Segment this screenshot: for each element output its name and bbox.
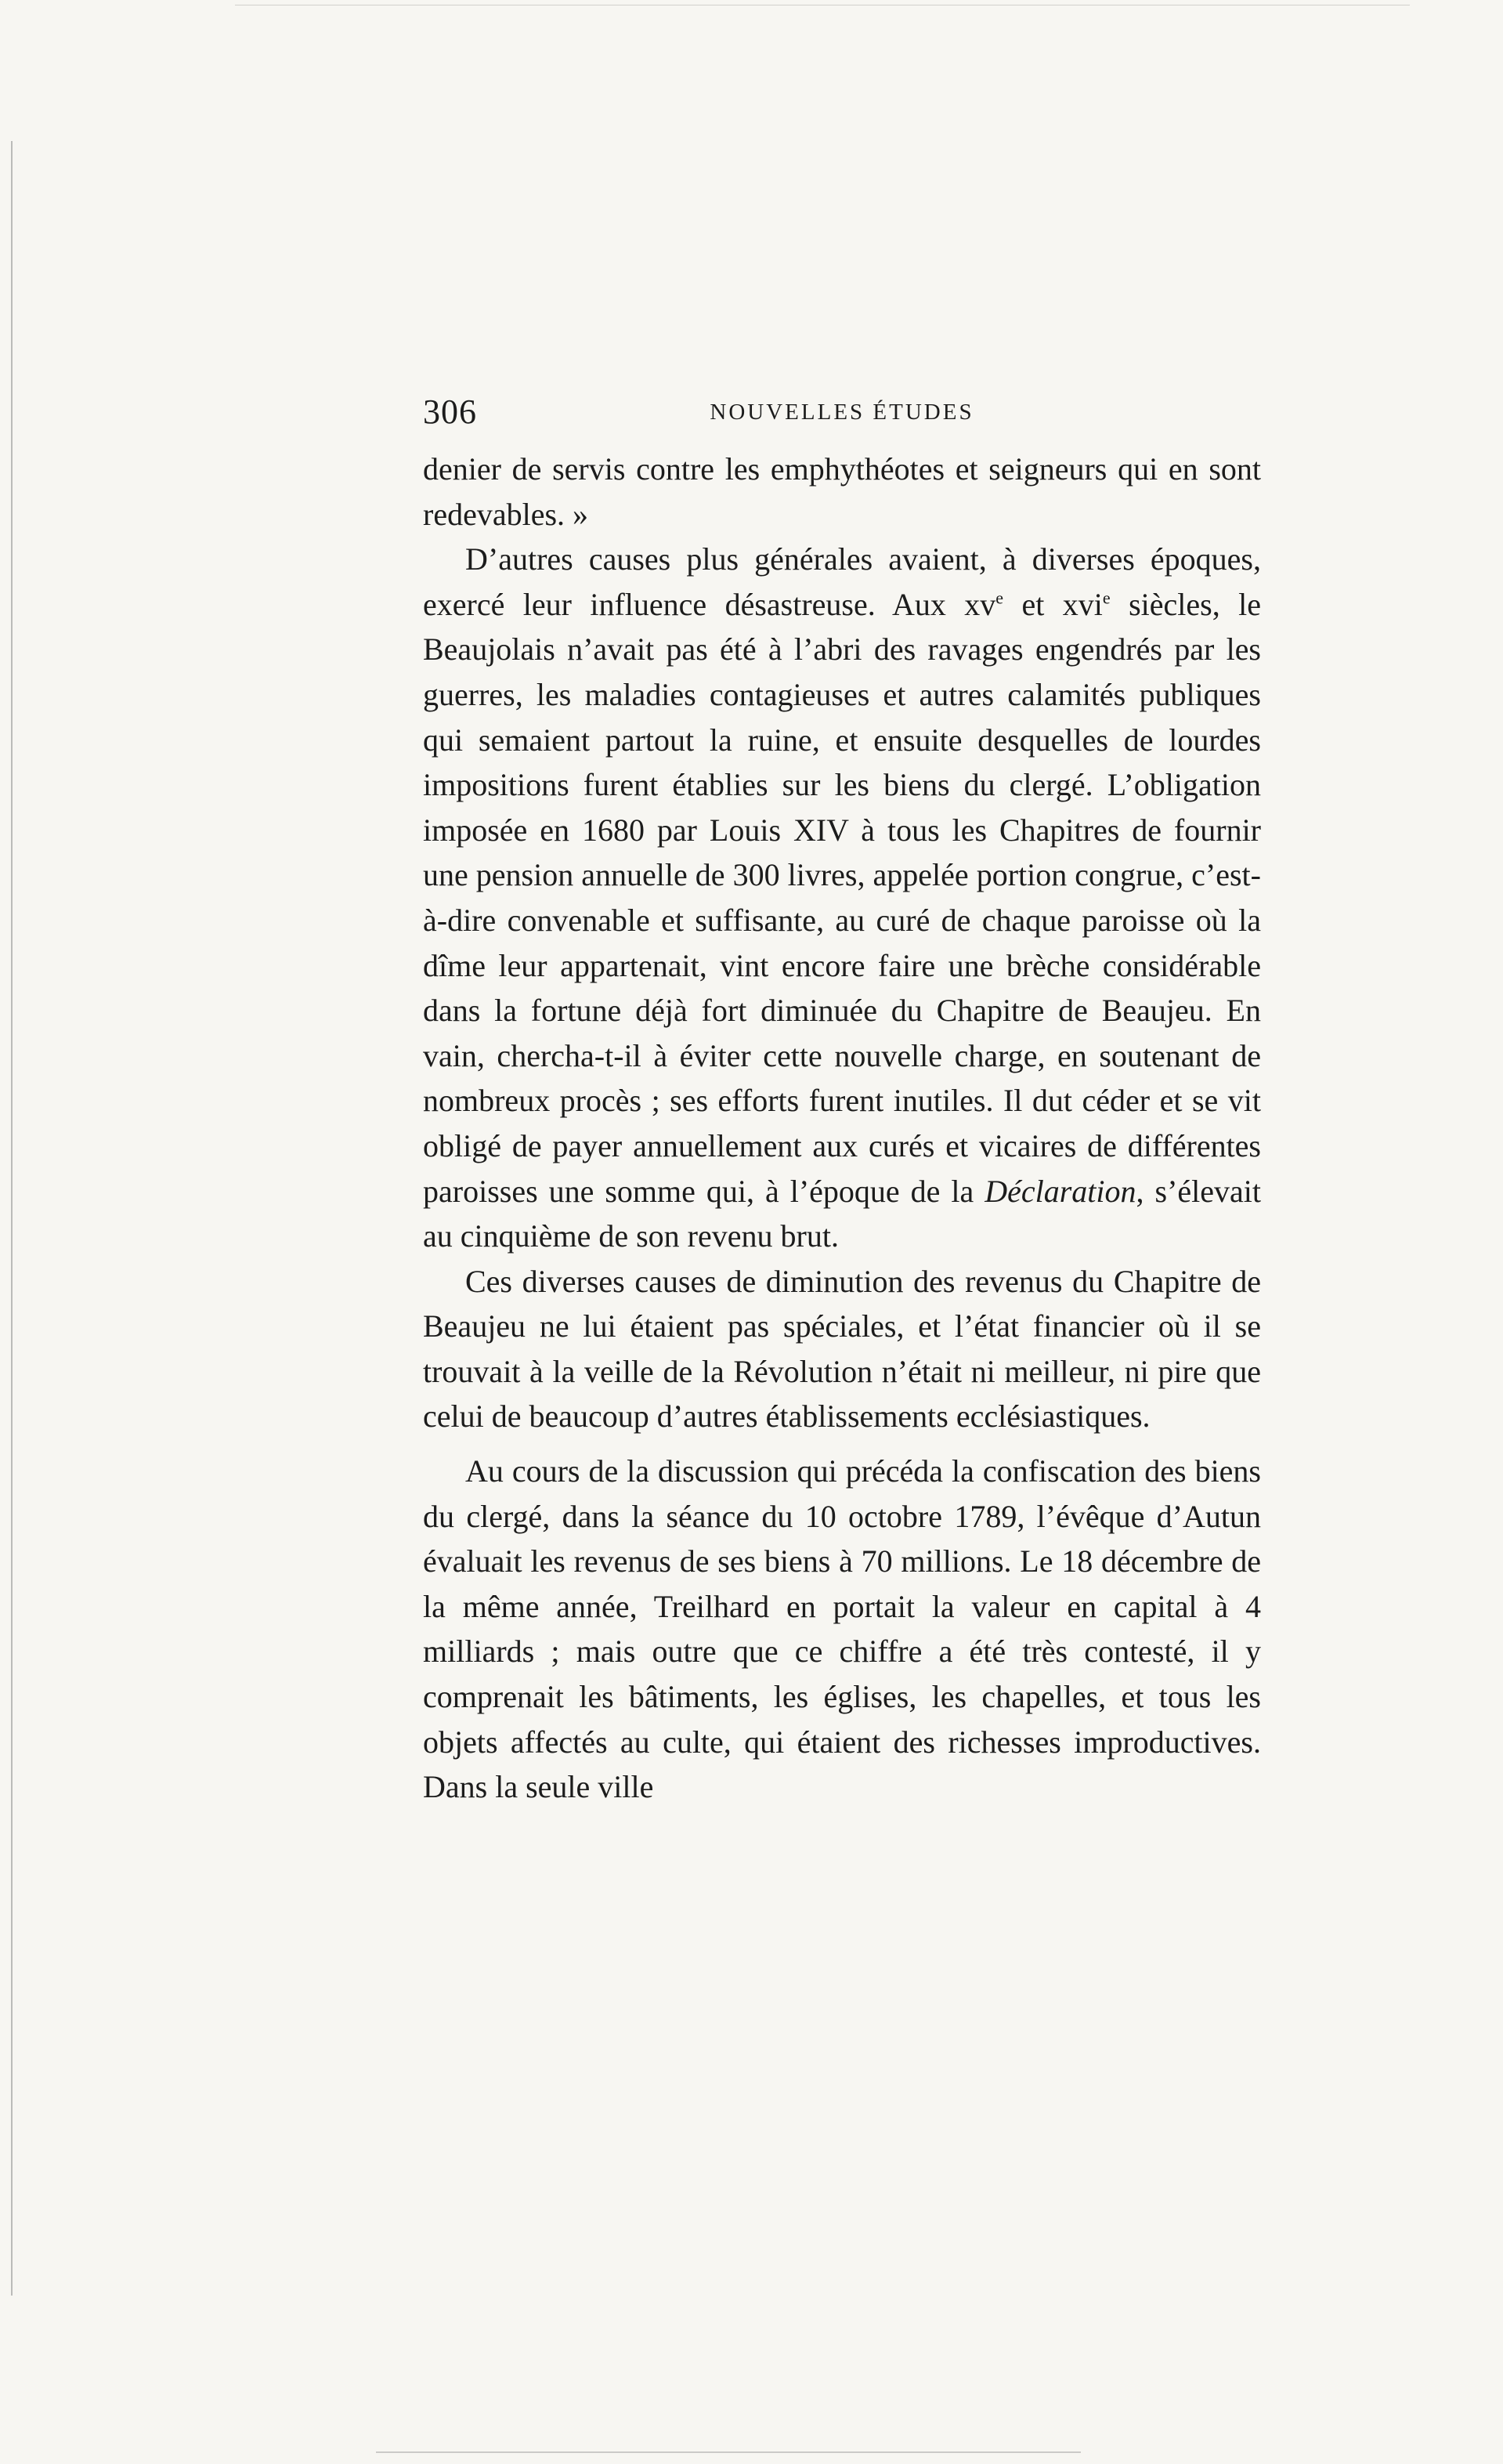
running-title: NOUVELLES ÉTUDES bbox=[710, 400, 974, 425]
running-head bbox=[423, 392, 1261, 447]
declaration-italic: Déclaration bbox=[985, 1173, 1136, 1209]
body-text bbox=[423, 447, 1261, 1810]
paragraph-2-part-c: , s’élevait au cinquième de son revenu brut. bbox=[423, 1173, 1261, 1254]
paragraph-2-part-a: D’autres causes plus générales avaient, à diverses époques, exercé leur influence désastreuse. Aux bbox=[423, 541, 1261, 622]
century-xvi-superscript: e bbox=[1102, 588, 1111, 608]
paragraph-2-part-b: siècles, le Beaujolais n’avait pas été à l’abri des ravages engendrés par les guerres, les maladies contagieuses et autres calamités publiques qui semaient partout la ruine, et ensuite desquelles de lourdes impositions furent établies sur les biens du clergé. L’obligation imposée en 1680 par Louis XIV à tous les Chapitres de fournir une pension annuelle de 300 livres, appelée portion congrue, c’est-à-dire convenable et suffisante, au curé de chaque paroisse où la dîme leur appartenait, vint encore faire une brèche considérable dans la fortune déjà fort diminuée du Chapitre de Beaujeu. En vain, chercha-t-il à éviter cette nouvelle charge, en soutenant de nombreux procès ; ses efforts furent inutiles. Il dut céder et se vit obligé de payer annuellement aux curés et vicaires de différentes paroisses une somme qui, à l’époque de la bbox=[423, 586, 1261, 1209]
scan-edge-bottom bbox=[376, 2451, 1081, 2453]
century-xv-superscript: e bbox=[995, 588, 1004, 608]
conjunction: et bbox=[1003, 586, 1063, 622]
paragraph-4: Au cours de la discussion qui précéda la confiscation des biens du clergé, dans la séance du 10 octobre 1789, l’évêque d’Autun évaluait les revenus de ses biens à 70 millions. Le 18 décembre de la même année, Treilhard en portait la valeur en capital à 4 milliards ; mais outre que ce chiffre a été très contesté, il y comprenait les bâtiments, les églises, les chapelles, et tous les objets affectés au culte, qui étaient des richesses improductives. Dans la seule ville bbox=[423, 1453, 1261, 1805]
century-xv: xv bbox=[964, 586, 996, 622]
paragraph-3: Ces diverses causes de diminution des revenus du Chapitre de Beaujeu ne lui étaient pas spéciales, et l’état financier où il se trouvait à la veille de la Révolution n’était ni meilleur, ni pire que celui de beaucoup d’autres établissements ecclésiastiques. bbox=[423, 1263, 1261, 1435]
paragraph-1: denier de servis contre les emphythéotes et seigneurs qui en sont redevables. » bbox=[423, 451, 1261, 532]
scan-edge-left bbox=[11, 141, 13, 2296]
century-xvi: xvi bbox=[1062, 586, 1103, 622]
book-page bbox=[423, 392, 1261, 1810]
page-number: 306 bbox=[423, 393, 477, 431]
paragraph-2 bbox=[423, 537, 1261, 1259]
